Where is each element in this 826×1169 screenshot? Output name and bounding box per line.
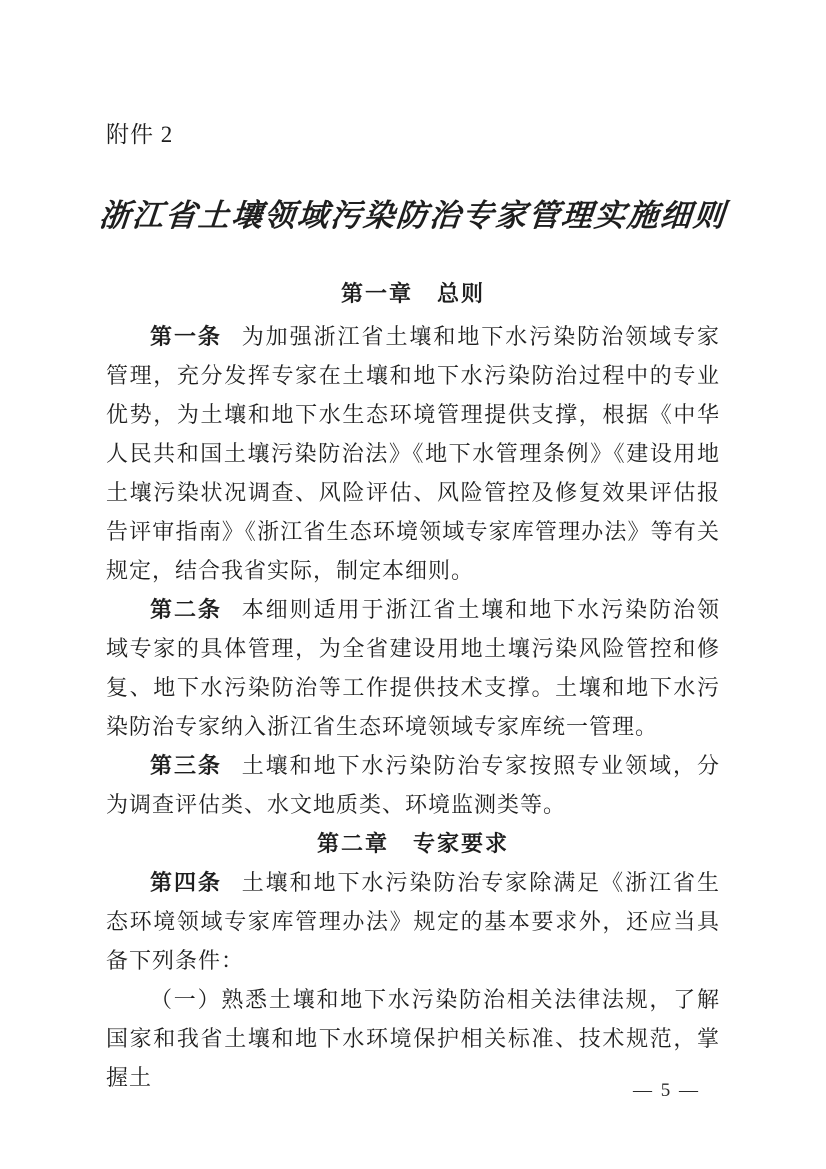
article-4-paragraph [106, 863, 720, 980]
attachment-label: 附件 2 [106, 122, 174, 147]
article-2-text: 本细则适用于浙江省土壤和地下水污染防治领域专家的具体管理，为全省建设用地土壤污染风险管控和修复、地下水污染防治等工作提供技术支撑。土壤和地下水污染防治专家纳入浙江省生态环境领域专家库统一管理。 [106, 597, 720, 739]
article-3-text: 土壤和地下水污染防治专家按照专业领域，分为调查评估类、水文地质类、环境监测类等。 [106, 753, 720, 817]
chapter-heading-general-provisions: 第一章 总则 [340, 281, 485, 306]
article-1-text: 为加强浙江省土壤和地下水污染防治领域专家管理，充分发挥专家在土壤和地下水污染防治过程中的专业优势，为土壤和地下水生态环境管理提供支撑，根据《中华人民共和国土壤污染防治法》《地下水管理条例》《建设用地土壤污染状况调查、风险评估、风险管控及修复效果评估报告评审指南》《浙江省生态环境领域专家库管理办法》等有关规定，结合我省实际，制定本细则。 [106, 324, 720, 583]
article-3-paragraph [106, 746, 720, 824]
document-body [106, 274, 720, 1097]
page-number: — 5 — [633, 1080, 700, 1101]
chapter-heading-expert-requirements: 第二章 专家要求 [316, 831, 509, 856]
article-1-paragraph [106, 317, 720, 590]
article-4-item-1-text: （一）熟悉土壤和地下水污染防治相关法律法规，了解国家和我省土壤和地下水环境保护相关标准、技术规范，掌握土 [106, 987, 720, 1090]
article-4-label: 第四条 [150, 870, 222, 895]
article-4-text: 土壤和地下水污染防治专家除满足《浙江省生态环境领域专家库管理办法》规定的基本要求外，还应当具备下列条件： [106, 870, 720, 973]
article-3-label: 第三条 [150, 753, 222, 778]
article-1-label: 第一条 [150, 324, 222, 349]
article-2-paragraph [106, 590, 720, 746]
document-title: 浙江省土壤领域污染防治专家管理实施细则 [97, 198, 728, 233]
article-2-label: 第二条 [150, 597, 222, 622]
article-4-item-1-paragraph [106, 980, 720, 1097]
